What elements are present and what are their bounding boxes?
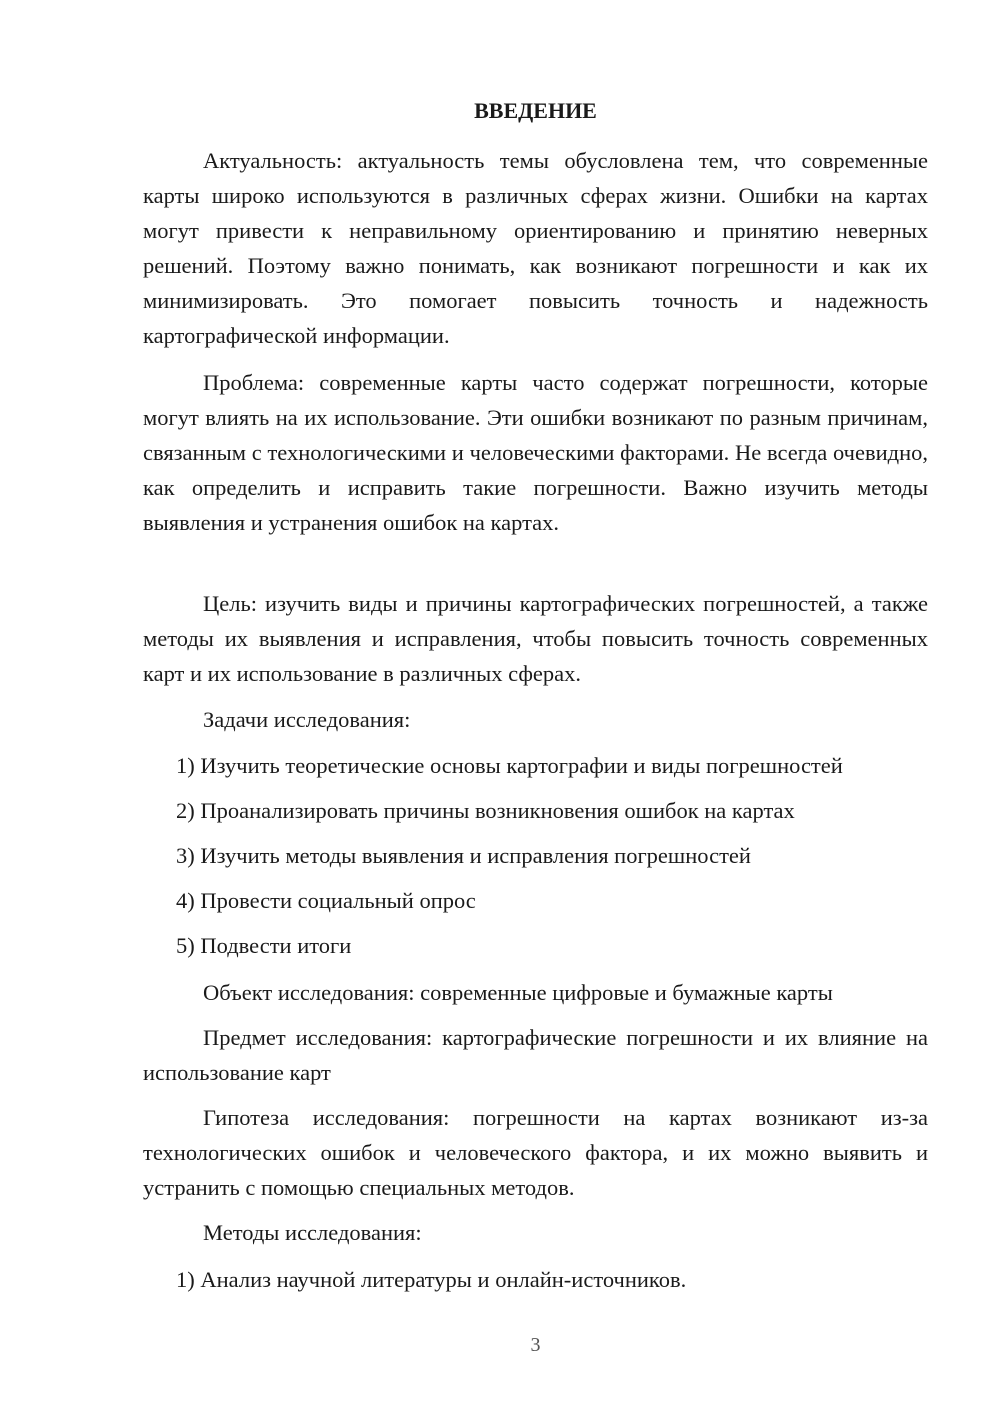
paragraph-hypothesis: Гипотеза исследования: погрешности на картах возникают из-за технологических ошибок и человеческого фактора, и их можно выявить и устранить с помощью специальных методов. — [143, 1105, 928, 1200]
paragraph-object: Объект исследования: современные цифровые и бумажные карты — [203, 980, 833, 1005]
task-item: 5) Подвести итоги — [176, 933, 352, 958]
paragraph-goal: Цель: изучить виды и причины картографических погрешностей, а также методы их выявления и исправления, чтобы повысить точность современных карт и их использование в различных сферах. — [143, 591, 928, 686]
section-heading: ВВЕДЕНИЕ — [474, 98, 597, 123]
paragraph-relevance: Актуальность: актуальность темы обусловлена тем, что современные карты широко используются в различных сферах жизни. Ошибки на картах могут привести к неправильному ориентированию и принятию неверных решений. Поэтому важно понимать, как возникают погрешности и как их минимизировать. Это помогает повысить точность и надежность картографической информации. — [143, 148, 928, 348]
task-item: 4) Провести социальный опрос — [176, 888, 476, 913]
methods-title: Методы исследования: — [203, 1220, 422, 1245]
paragraph-subject: Предмет исследования: картографические погрешности и их влияние на использование карт — [143, 1025, 928, 1085]
tasks-title: Задачи исследования: — [203, 707, 411, 732]
method-item: 1) Анализ научной литературы и онлайн-источников. — [176, 1267, 687, 1292]
task-item: 3) Изучить методы выявления и исправления погрешностей — [176, 843, 751, 868]
page-number: 3 — [530, 1334, 541, 1356]
task-item: 1) Изучить теоретические основы картографии и виды погрешностей — [176, 753, 843, 778]
paragraph-problem: Проблема: современные карты часто содержат погрешности, которые могут влиять на их использование. Эти ошибки возникают по разным причинам, связанным с технологическими и человеческими факторами. Не всегда очевидно, как определить и исправить такие погрешности. Важно изучить методы выявления и устранения ошибок на картах. — [143, 370, 928, 535]
task-item: 2) Проанализировать причины возникновения ошибок на картах — [176, 798, 795, 823]
